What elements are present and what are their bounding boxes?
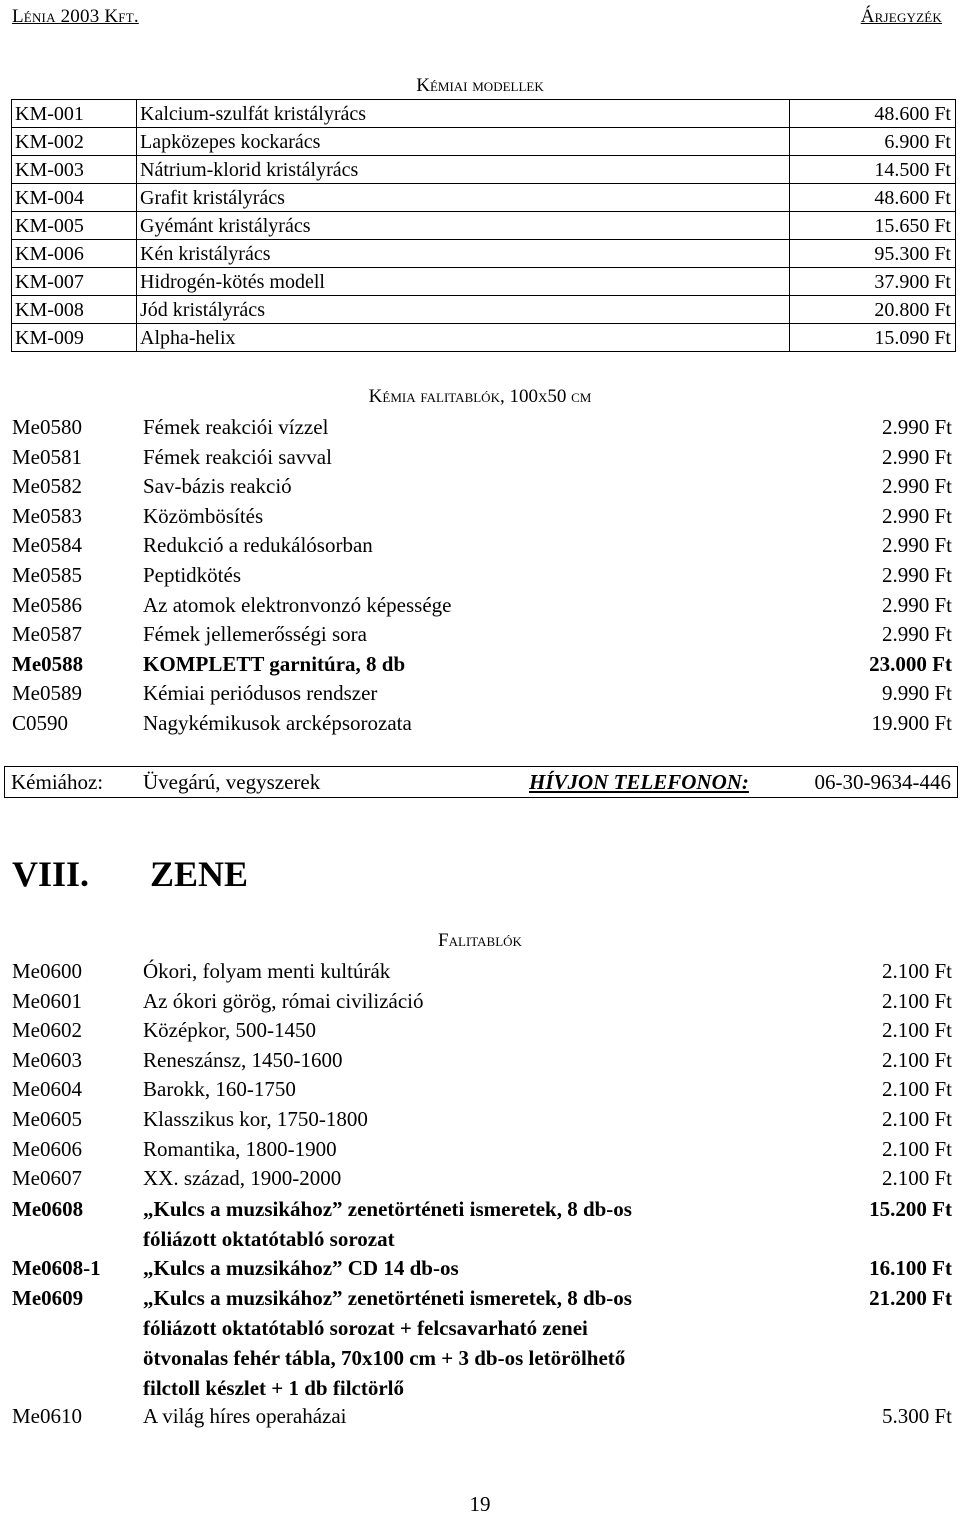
item-price: 2.100 Ft [881,1047,952,1072]
item-price: 2.990 Ft [881,474,952,499]
item-name: Fémek jellemerősségi sora [143,622,367,647]
item-name: Fémek reakciói savval [143,444,332,469]
call-box-phone: 06-30-9634-446 [814,770,951,794]
cell-price: 48.600 Ft [790,100,956,128]
item-price: 2.990 Ft [881,444,952,469]
cell-price: 95.300 Ft [790,240,956,268]
item-code: Me0584 [12,533,82,558]
cell-name: Alpha-helix [137,324,790,352]
item-name: „Kulcs a muzsikához” CD 14 db-os [143,1256,459,1280]
item-code: Me0581 [12,444,82,469]
list-item [12,412,952,442]
table-row [12,268,956,296]
list-item [12,1045,952,1075]
item-code: Me0589 [12,681,82,706]
item-price: 16.100 Ft [869,1256,952,1280]
item-price: 2.100 Ft [881,1077,952,1102]
item-price: 2.990 Ft [881,592,952,617]
call-box-cta: HÍVJON TELEFONON: [529,770,749,794]
item-name: Kémiai periódusos rendszer [143,681,378,706]
cell-price: 6.900 Ft [790,128,956,156]
item-code: Me0603 [12,1047,82,1072]
table-row [12,212,956,240]
list-item [12,1074,952,1104]
list-item [12,956,952,986]
item-code: Me0606 [12,1136,82,1161]
table-row [12,240,956,268]
cell-name: Kalcium-szulfát kristályrács [137,100,790,128]
item-code: Me0587 [12,622,82,647]
cell-price: 15.090 Ft [790,324,956,352]
item-price: 2.100 Ft [881,959,952,983]
item-price: 15.200 Ft [869,1197,952,1221]
item-name: Nagykémikusok arcképsorozata [143,711,412,735]
item-name: Ókori, folyam menti kultúrák [143,959,391,983]
item-name: Sav-bázis reakció [143,474,292,499]
item-name: KOMPLETT garnitúra, 8 db [143,651,406,676]
item-name: Barokk, 160-1750 [143,1077,296,1102]
list-item [12,619,952,649]
cell-name: Lapközepes kockarács [137,128,790,156]
item-code: Me0608 [12,1197,84,1221]
item-code: C0590 [12,711,69,735]
item-code: Me0600 [12,959,82,983]
list-item [12,501,952,531]
list-item [12,560,952,590]
list-item [12,590,952,620]
list-item [12,1104,952,1134]
item-name: „Kulcs a muzsikához” zenetörténeti ismeretek, 8 db-os fóliázott oktatótabló sorozat + felcsavarható zenei ötvonalas fehér tábla, 70x100 cm + 3 db-os letörölhető filctoll készlet + 1 db filctörlő [143,1286,632,1400]
chapter-number: VIII. [12,854,90,894]
item-price: 2.990 Ft [881,503,952,528]
list-item [12,649,952,679]
item-code: Me0580 [12,415,82,439]
phone-order-box [4,766,958,798]
cell-name: Jód kristályrács [137,296,790,324]
document-title: Árjegyzék [860,6,942,27]
list-item [12,471,952,501]
item-name: Klasszikus kor, 1750-1800 [143,1107,368,1131]
item-name: „Kulcs a muzsikához” zenetörténeti ismeretek, 8 db-os fóliázott oktatótabló sorozat [143,1197,632,1251]
item-price: 2.100 Ft [881,1107,952,1131]
cell-name: Nátrium-klorid kristályrács [137,156,790,184]
list-item [12,986,952,1016]
kemiai-modellek-table [11,99,956,352]
table-row [12,184,956,212]
item-price: 2.100 Ft [881,988,952,1013]
cell-code: KM-009 [12,324,137,352]
cell-code: KM-005 [12,212,137,240]
cell-price: 48.600 Ft [790,184,956,212]
cell-name: Gyémánt kristályrács [137,212,790,240]
item-code: Me0588 [12,651,84,676]
list-item-me0609 [12,1283,952,1403]
item-name: XX. század, 1900-2000 [143,1166,342,1191]
cell-price: 20.800 Ft [790,296,956,324]
table-row [12,156,956,184]
item-name: Fémek reakciói vízzel [143,415,329,439]
item-code: Me0601 [12,988,82,1013]
list-item [12,1015,952,1045]
cell-code: KM-004 [12,184,137,212]
item-name: Reneszánsz, 1450-1600 [143,1047,343,1072]
cell-code: KM-008 [12,296,137,324]
item-name: Romantika, 1800-1900 [143,1136,337,1161]
list-item [12,442,952,472]
section-title-kemiai-modellek: Kémiai modellek [416,75,544,96]
page-number: 19 [469,1492,491,1516]
item-price: 23.000 Ft [869,651,952,676]
item-price: 2.100 Ft [881,1166,952,1191]
cell-name: Kén kristályrács [137,240,790,268]
list-item [12,708,952,738]
item-name: Az atomok elektronvonzó képessége [143,592,452,617]
list-item [12,1134,952,1164]
item-price: 2.100 Ft [881,1018,952,1043]
item-code: Me0585 [12,563,82,587]
list-item [12,530,952,560]
item-price: 9.990 Ft [881,681,952,706]
item-name: Redukció a redukálósorban [143,533,373,558]
list-item [12,678,952,708]
list-item-me0608-1 [12,1253,952,1283]
item-code: Me0607 [12,1166,82,1191]
item-price: 2.100 Ft [881,1136,952,1161]
item-price: 21.200 Ft [869,1286,952,1310]
item-code: Me0609 [12,1286,84,1310]
cell-price: 37.900 Ft [790,268,956,296]
list-item [12,1163,952,1193]
item-name: Középkor, 500-1450 [143,1018,316,1043]
item-code: Me0602 [12,1018,82,1043]
item-code: Me0582 [12,474,82,499]
item-price: 2.990 Ft [881,563,952,587]
table-row [12,324,956,352]
item-price: 2.990 Ft [881,622,952,647]
section-title-falitablok: Falitablók [438,930,522,951]
item-price: 2.990 Ft [881,533,952,558]
cell-code: KM-001 [12,100,137,128]
item-price: 5.300 Ft [881,1404,952,1428]
cell-price: 14.500 Ft [790,156,956,184]
cell-code: KM-003 [12,156,137,184]
item-name: A világ híres operaházai [143,1404,347,1428]
cell-name: Grafit kristályrács [137,184,790,212]
table-row [12,296,956,324]
item-code: Me0608-1 [12,1256,101,1280]
cell-code: KM-007 [12,268,137,296]
table-row [12,128,956,156]
item-name: Az ókori görög, római civilizáció [143,988,424,1013]
chapter-title: ZENE [150,854,249,894]
list-item-me0610 [12,1401,952,1431]
call-box-items: Üvegárú, vegyszerek [143,770,321,794]
item-code: Me0610 [12,1404,82,1428]
table-row [12,100,956,128]
call-box-label: Kémiához: [11,770,104,794]
section-title-kemia-falitablok: Kémia falitablók, 100x50 cm [368,386,592,407]
item-code: Me0604 [12,1077,82,1102]
item-price: 19.900 Ft [871,711,952,735]
item-code: Me0586 [12,592,82,617]
item-name: Peptidkötés [143,563,241,587]
item-code: Me0583 [12,503,82,528]
cell-code: KM-006 [12,240,137,268]
cell-code: KM-002 [12,128,137,156]
item-code: Me0605 [12,1107,82,1131]
cell-name: Hidrogén-kötés modell [137,268,790,296]
item-name: Közömbösítés [143,503,264,528]
company-name: Lénia 2003 Kft. [12,6,139,27]
cell-price: 15.650 Ft [790,212,956,240]
list-item-me0608 [12,1194,952,1254]
item-price: 2.990 Ft [881,415,952,439]
